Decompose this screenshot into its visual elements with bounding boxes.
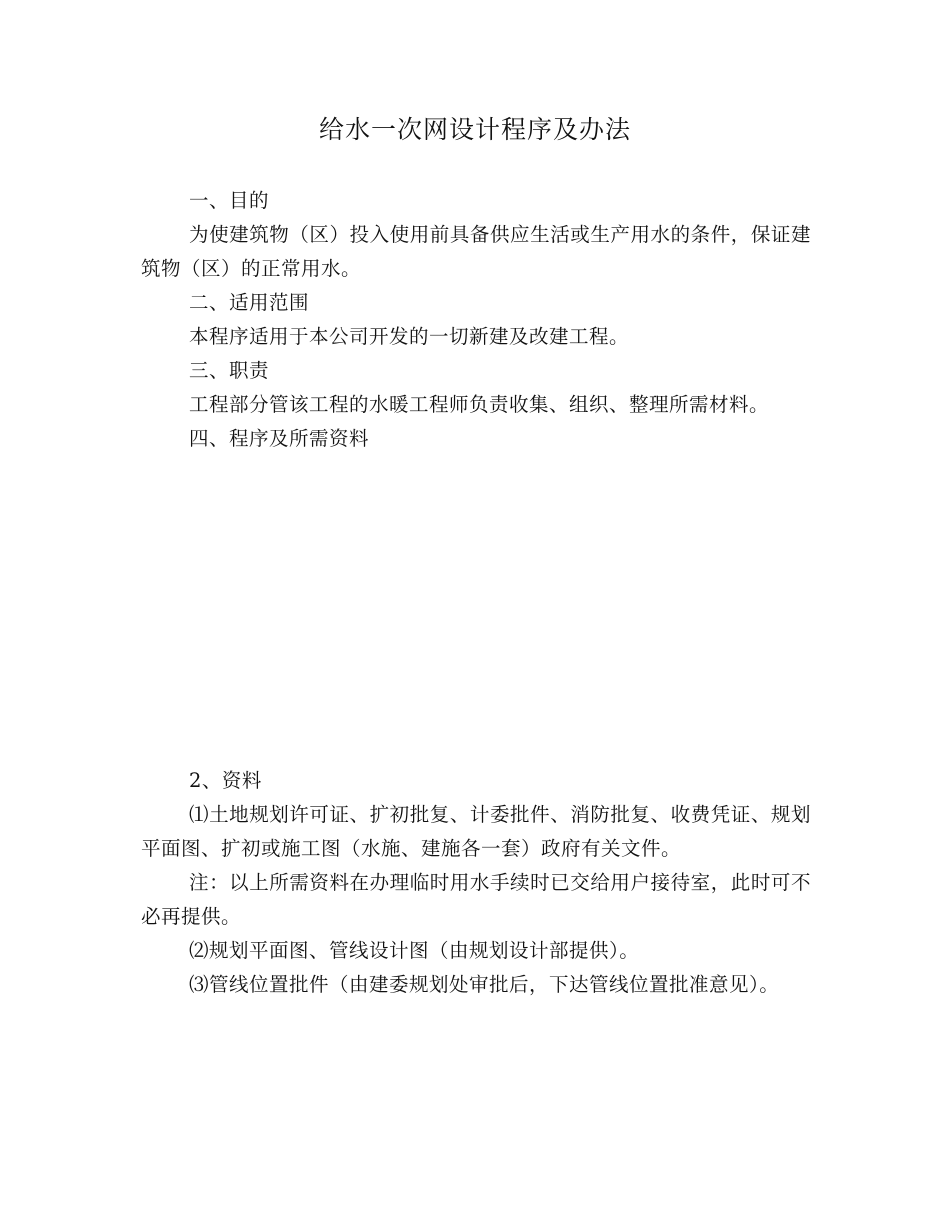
materials-item-3: ⑶管线位置批件（由建委规划处审批后，下达管线位置批准意见）。 <box>189 973 780 996</box>
materials-note: 注：以上所需资料在办理临时用水手续时已交给用户接待室，此时可不必再提供。 <box>141 871 811 928</box>
materials-heading: 2、资料 <box>189 769 262 792</box>
materials-item-1: ⑴土地规划许可证、扩初批复、计委批件、消防批复、收费凭证、规划平面图、扩初或施工图（水施、建施各一套）政府有关文件。 <box>141 803 811 860</box>
section-body-scope: 本程序适用于本公司开发的一切新建及改建工程。 <box>189 325 630 348</box>
section-body-duties: 工程部分管该工程的水暖工程师负责收集、组织、整理所需材料。 <box>189 393 770 416</box>
materials-item-2: ⑵规划平面图、管线设计图（由规划设计部提供）。 <box>189 939 640 962</box>
section-heading-purpose: 一、目的 <box>189 189 270 212</box>
section-body-purpose: 为使建筑物（区）投入使用前具备供应生活或生产用水的条件，保证建筑物（区）的正常用水。 <box>141 223 811 280</box>
section-heading-scope: 二、适用范围 <box>189 291 310 314</box>
section-heading-duties: 三、职责 <box>189 359 270 382</box>
section-heading-procedure: 四、程序及所需资料 <box>189 427 370 450</box>
document-title: 给水一次网设计程序及办法 <box>318 115 631 144</box>
blank-flowchart-area <box>141 470 811 750</box>
